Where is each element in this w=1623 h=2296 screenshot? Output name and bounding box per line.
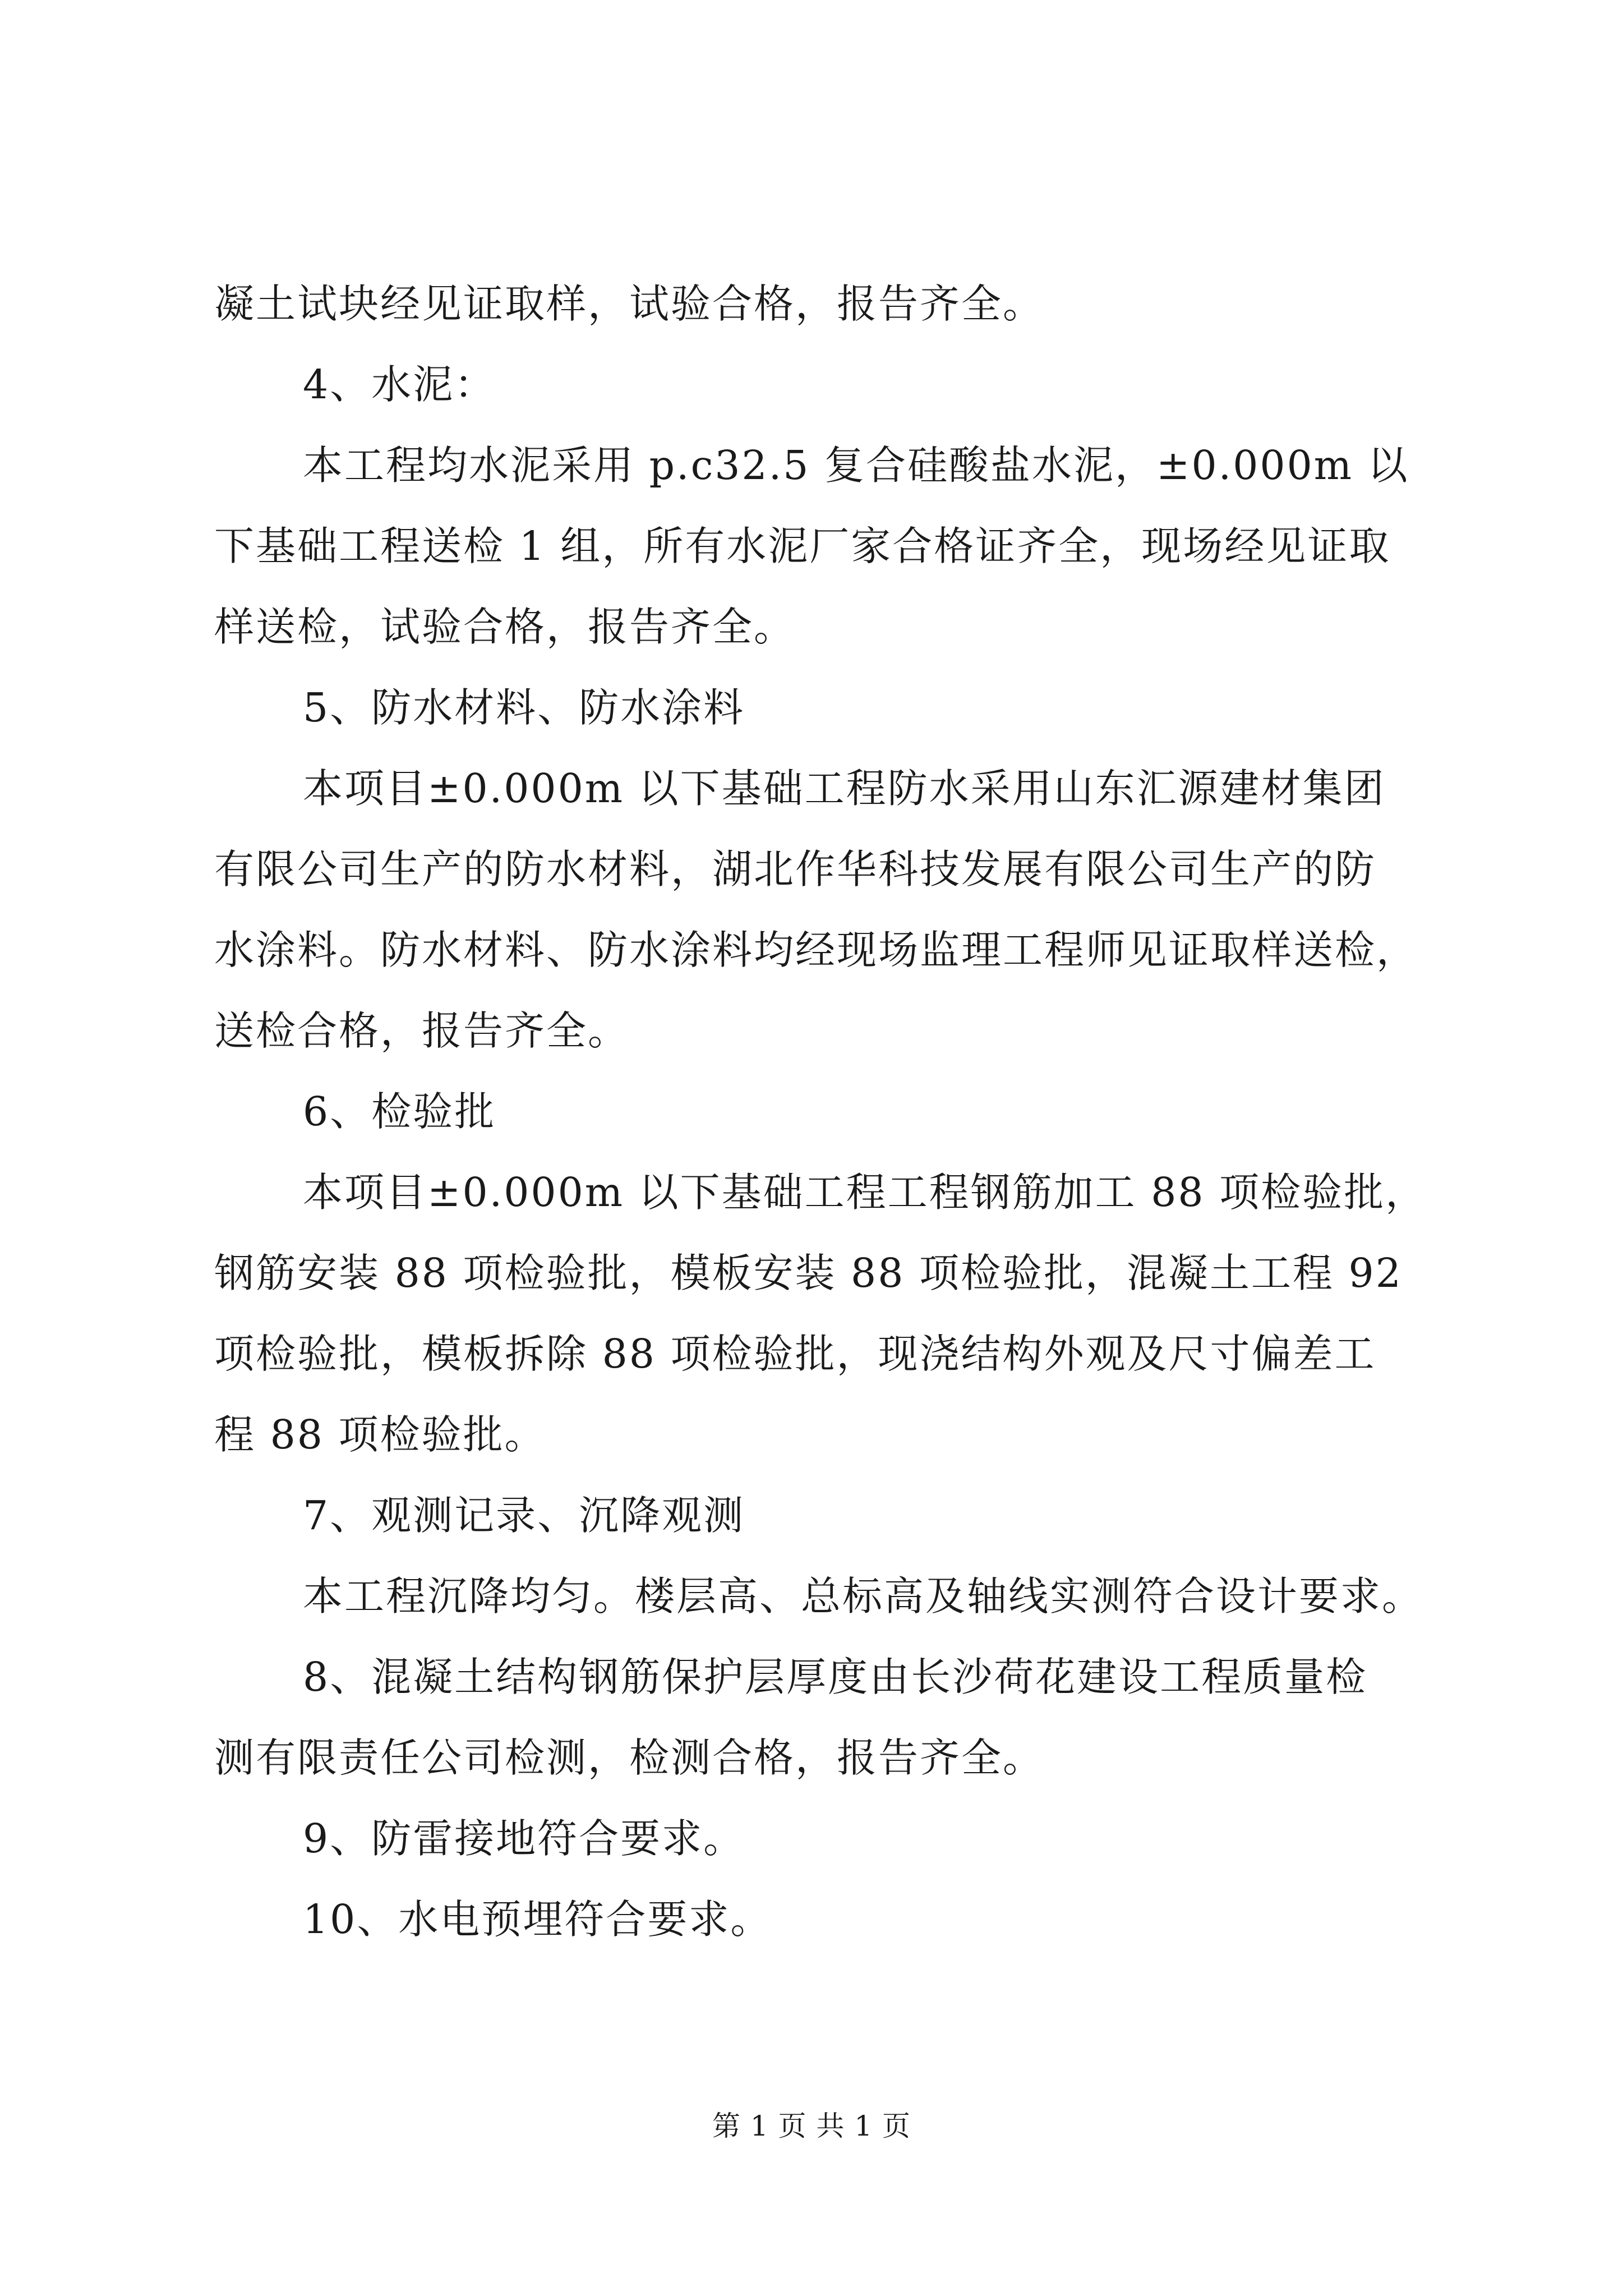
text-line: 测有限责任公司检测，检测合格，报告齐全。 [214,1734,1045,1781]
text-line: 项检验批，模板拆除 88 项检验批，现浇结构外观及尺寸偏差工 [214,1331,1376,1377]
text-line: 程 88 项检验批。 [214,1411,546,1458]
text-line: 本工程均水泥采用 p.c32.5 复合硅酸盐水泥，±0.000m 以 [303,442,1409,489]
text-line: 凝土试块经见证取样，试验合格，报告齐全。 [214,280,1045,327]
section-heading-waterproofing: 5、防水材料、防水涂料 [303,684,745,731]
text-line: 样送检，试验合格，报告齐全。 [214,604,796,650]
text-line: 下基础工程送检 1 组，所有水泥厂家合格证齐全，现场经见证取 [214,523,1391,569]
section-heading-cement: 4、水泥： [303,361,496,408]
document-body [214,264,1427,1960]
section-item-lightning-grounding: 9、防雷接地符合要求。 [303,1815,745,1862]
text-line: 本工程沉降均匀。楼层高、总标高及轴线实测符合设计要求。 [303,1573,1424,1619]
section-item-cover-thickness: 8、混凝土结构钢筋保护层厚度由长沙荷花建设工程质量检 [303,1654,1368,1700]
text-line: 本项目±0.000m 以下基础工程工程钢筋加工 88 项检验批， [303,1169,1427,1216]
section-item-embedded-utilities: 10、水电预埋符合要求。 [303,1896,772,1943]
text-line: 本项目±0.000m 以下基础工程防水采用山东汇源建材集团 [303,765,1386,812]
section-heading-inspection-lots: 6、检验批 [303,1088,496,1135]
text-line: 送检合格，报告齐全。 [214,1007,630,1054]
section-heading-settlement: 7、观测记录、沉降观测 [303,1492,745,1539]
text-line: 水涂料。防水材料、防水涂料均经现场监理工程师见证取样送检， [214,927,1418,973]
text-line: 钢筋安装 88 项检验批，模板安装 88 项检验批，混凝土工程 92 [214,1250,1403,1296]
page-footer: 第 1 页 共 1 页 [712,2110,911,2142]
text-line: 有限公司生产的防水材料，湖北作华科技发展有限公司生产的防 [214,846,1377,892]
